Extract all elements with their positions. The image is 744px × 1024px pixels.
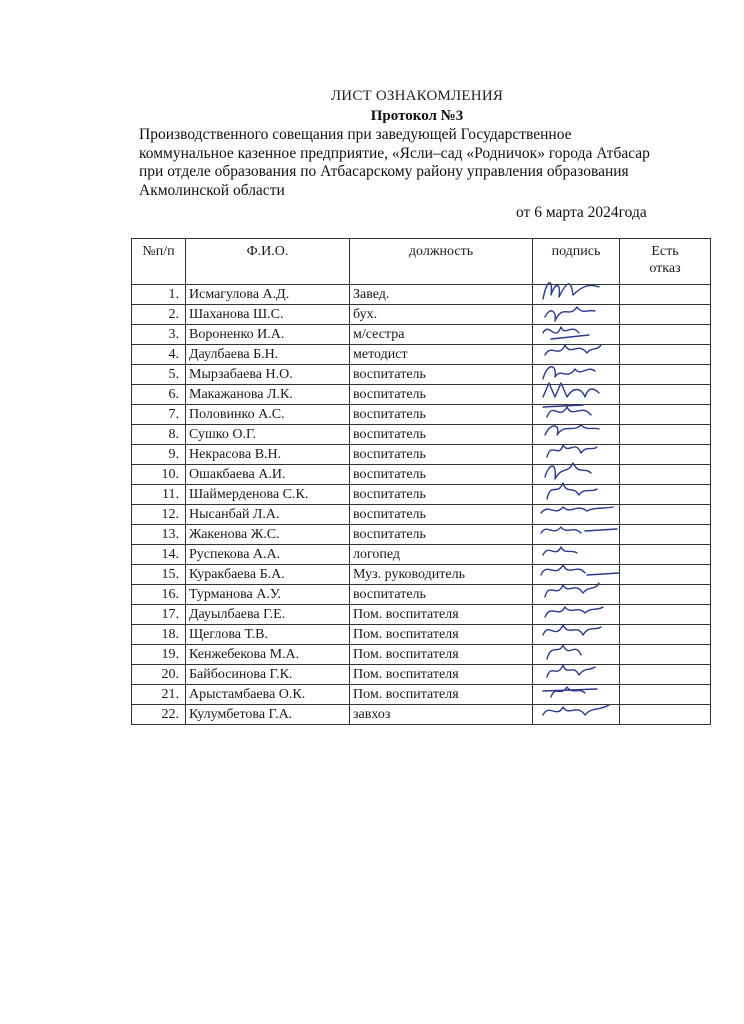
row-position: воспитатель bbox=[350, 425, 533, 445]
row-number: 22. bbox=[132, 705, 186, 725]
table-row bbox=[132, 385, 711, 405]
table-row bbox=[132, 625, 711, 645]
row-number: 2. bbox=[132, 305, 186, 325]
document-date: от 6 марта 2024года bbox=[516, 204, 647, 221]
table-row bbox=[132, 405, 711, 425]
table-row bbox=[132, 505, 711, 525]
row-signature bbox=[533, 385, 620, 405]
row-fio: Арыстамбаева О.К. bbox=[186, 685, 350, 705]
header-fio: Ф.И.О. bbox=[186, 239, 350, 285]
row-number: 7. bbox=[132, 405, 186, 425]
row-fio: Щеглова Т.В. bbox=[186, 625, 350, 645]
description-line: Акмолинской области bbox=[139, 181, 285, 199]
row-refusal bbox=[620, 285, 711, 305]
header-position: должность bbox=[350, 239, 533, 285]
row-refusal bbox=[620, 585, 711, 605]
header-number: №п/п bbox=[132, 239, 186, 285]
row-refusal bbox=[620, 645, 711, 665]
row-position: воспитатель bbox=[350, 505, 533, 525]
row-fio: Шаймерденова С.К. bbox=[186, 485, 350, 505]
row-signature bbox=[533, 525, 620, 545]
row-signature bbox=[533, 485, 620, 505]
table-row bbox=[132, 585, 711, 605]
row-fio: Мырзабаева Н.О. bbox=[186, 365, 350, 385]
row-fio: Шаханова Ш.С. bbox=[186, 305, 350, 325]
table-row bbox=[132, 305, 711, 325]
row-signature bbox=[533, 425, 620, 445]
row-signature bbox=[533, 565, 620, 585]
row-refusal bbox=[620, 545, 711, 565]
row-fio: Вороненко И.А. bbox=[186, 325, 350, 345]
row-refusal bbox=[620, 565, 711, 585]
row-position: Пом. воспитателя bbox=[350, 645, 533, 665]
row-number: 19. bbox=[132, 645, 186, 665]
table-row bbox=[132, 665, 711, 685]
row-signature bbox=[533, 465, 620, 485]
row-position: завхоз bbox=[350, 705, 533, 725]
row-fio: Некрасова В.Н. bbox=[186, 445, 350, 465]
table-row bbox=[132, 605, 711, 625]
row-refusal bbox=[620, 625, 711, 645]
row-signature bbox=[533, 545, 620, 565]
row-number: 12. bbox=[132, 505, 186, 525]
row-signature bbox=[533, 505, 620, 525]
table-row bbox=[132, 465, 711, 485]
document-description bbox=[139, 126, 699, 200]
row-position: воспитатель bbox=[350, 525, 533, 545]
row-refusal bbox=[620, 665, 711, 685]
row-fio: Жакенова Ж.С. bbox=[186, 525, 350, 545]
row-signature bbox=[533, 325, 620, 345]
row-signature bbox=[533, 645, 620, 665]
row-number: 4. bbox=[132, 345, 186, 365]
row-fio: Даулбаева Б.Н. bbox=[186, 345, 350, 365]
row-signature bbox=[533, 625, 620, 645]
table-row bbox=[132, 545, 711, 565]
table-row bbox=[132, 645, 711, 665]
row-signature bbox=[533, 445, 620, 465]
row-signature bbox=[533, 305, 620, 325]
row-number: 13. bbox=[132, 525, 186, 545]
table-header-row bbox=[132, 239, 711, 285]
row-number: 9. bbox=[132, 445, 186, 465]
row-fio: Руспекова А.А. bbox=[186, 545, 350, 565]
table-row bbox=[132, 365, 711, 385]
table-row bbox=[132, 485, 711, 505]
row-signature bbox=[533, 405, 620, 425]
row-signature bbox=[533, 365, 620, 385]
row-fio: Исмагулова А.Д. bbox=[186, 285, 350, 305]
header-refusal-line1: Есть bbox=[651, 244, 679, 259]
document-title: ЛИСТ ОЗНАКОМЛЕНИЯ bbox=[330, 88, 504, 104]
row-refusal bbox=[620, 405, 711, 425]
row-number: 14. bbox=[132, 545, 186, 565]
table-row bbox=[132, 325, 711, 345]
row-refusal bbox=[620, 525, 711, 545]
row-fio: Дауылбаева Г.Е. bbox=[186, 605, 350, 625]
table-row bbox=[132, 425, 711, 445]
row-position: Пом. воспитателя bbox=[350, 605, 533, 625]
row-number: 1. bbox=[132, 285, 186, 305]
table-row bbox=[132, 705, 711, 725]
row-number: 5. bbox=[132, 365, 186, 385]
row-fio: Нысанбай Л.А. bbox=[186, 505, 350, 525]
table-row bbox=[132, 445, 711, 465]
row-number: 10. bbox=[132, 465, 186, 485]
row-fio: Куракбаева Б.А. bbox=[186, 565, 350, 585]
row-fio: Кулумбетова Г.А. bbox=[186, 705, 350, 725]
row-refusal bbox=[620, 505, 711, 525]
description-line: коммунальное казенное предприятие, «Ясли–сад «Родничок» города Атбасар bbox=[139, 144, 650, 162]
row-refusal bbox=[620, 325, 711, 345]
row-position: бух. bbox=[350, 305, 533, 325]
row-signature bbox=[533, 285, 620, 305]
row-fio: Кенжебекова М.А. bbox=[186, 645, 350, 665]
row-position: логопед bbox=[350, 545, 533, 565]
row-position: воспитатель bbox=[350, 405, 533, 425]
protocol-subtitle: Протокол №3 bbox=[370, 108, 464, 124]
row-number: 16. bbox=[132, 585, 186, 605]
row-refusal bbox=[620, 425, 711, 445]
row-position: Пом. воспитателя bbox=[350, 665, 533, 685]
row-number: 21. bbox=[132, 685, 186, 705]
row-signature bbox=[533, 605, 620, 625]
row-signature bbox=[533, 585, 620, 605]
row-refusal bbox=[620, 445, 711, 465]
row-number: 15. bbox=[132, 565, 186, 585]
row-number: 17. bbox=[132, 605, 186, 625]
row-refusal bbox=[620, 685, 711, 705]
table-body bbox=[132, 285, 711, 725]
header-refusal bbox=[620, 239, 711, 285]
row-position: Завед. bbox=[350, 285, 533, 305]
acknowledgement-table bbox=[131, 238, 711, 725]
row-fio: Турманова А.У. bbox=[186, 585, 350, 605]
row-position: Пом. воспитателя bbox=[350, 625, 533, 645]
row-position: воспитатель bbox=[350, 485, 533, 505]
row-refusal bbox=[620, 385, 711, 405]
row-fio: Ошакбаева А.И. bbox=[186, 465, 350, 485]
row-refusal bbox=[620, 705, 711, 725]
row-refusal bbox=[620, 305, 711, 325]
row-refusal bbox=[620, 365, 711, 385]
row-position: воспитатель bbox=[350, 465, 533, 485]
row-number: 20. bbox=[132, 665, 186, 685]
header-signature: подпись bbox=[533, 239, 620, 285]
row-number: 18. bbox=[132, 625, 186, 645]
table-row bbox=[132, 525, 711, 545]
row-position: воспитатель bbox=[350, 585, 533, 605]
row-number: 3. bbox=[132, 325, 186, 345]
row-position: методист bbox=[350, 345, 533, 365]
row-number: 11. bbox=[132, 485, 186, 505]
description-line: при отделе образования по Атбасарскому району управления образования bbox=[139, 163, 629, 180]
row-position: воспитатель bbox=[350, 365, 533, 385]
table-row bbox=[132, 565, 711, 585]
row-signature bbox=[533, 705, 620, 725]
table-row bbox=[132, 345, 711, 365]
header-refusal-line2: отказ bbox=[649, 261, 681, 276]
row-signature bbox=[533, 685, 620, 705]
row-position: м/сестра bbox=[350, 325, 533, 345]
description-line: Производственного совещания при заведующей Государственное bbox=[139, 126, 572, 143]
row-refusal bbox=[620, 485, 711, 505]
row-fio: Макажанова Л.К. bbox=[186, 385, 350, 405]
row-signature bbox=[533, 665, 620, 685]
row-signature bbox=[533, 345, 620, 365]
row-number: 6. bbox=[132, 385, 186, 405]
row-refusal bbox=[620, 345, 711, 365]
row-fio: Половинко А.С. bbox=[186, 405, 350, 425]
row-fio: Сушко О.Г. bbox=[186, 425, 350, 445]
table-row bbox=[132, 685, 711, 705]
row-position: Пом. воспитателя bbox=[350, 685, 533, 705]
row-number: 8. bbox=[132, 425, 186, 445]
row-fio: Байбосинова Г.К. bbox=[186, 665, 350, 685]
row-refusal bbox=[620, 605, 711, 625]
row-position: воспитатель bbox=[350, 445, 533, 465]
row-refusal bbox=[620, 465, 711, 485]
table-row bbox=[132, 285, 711, 305]
row-position: воспитатель bbox=[350, 385, 533, 405]
row-position: Муз. руководитель bbox=[350, 565, 533, 585]
